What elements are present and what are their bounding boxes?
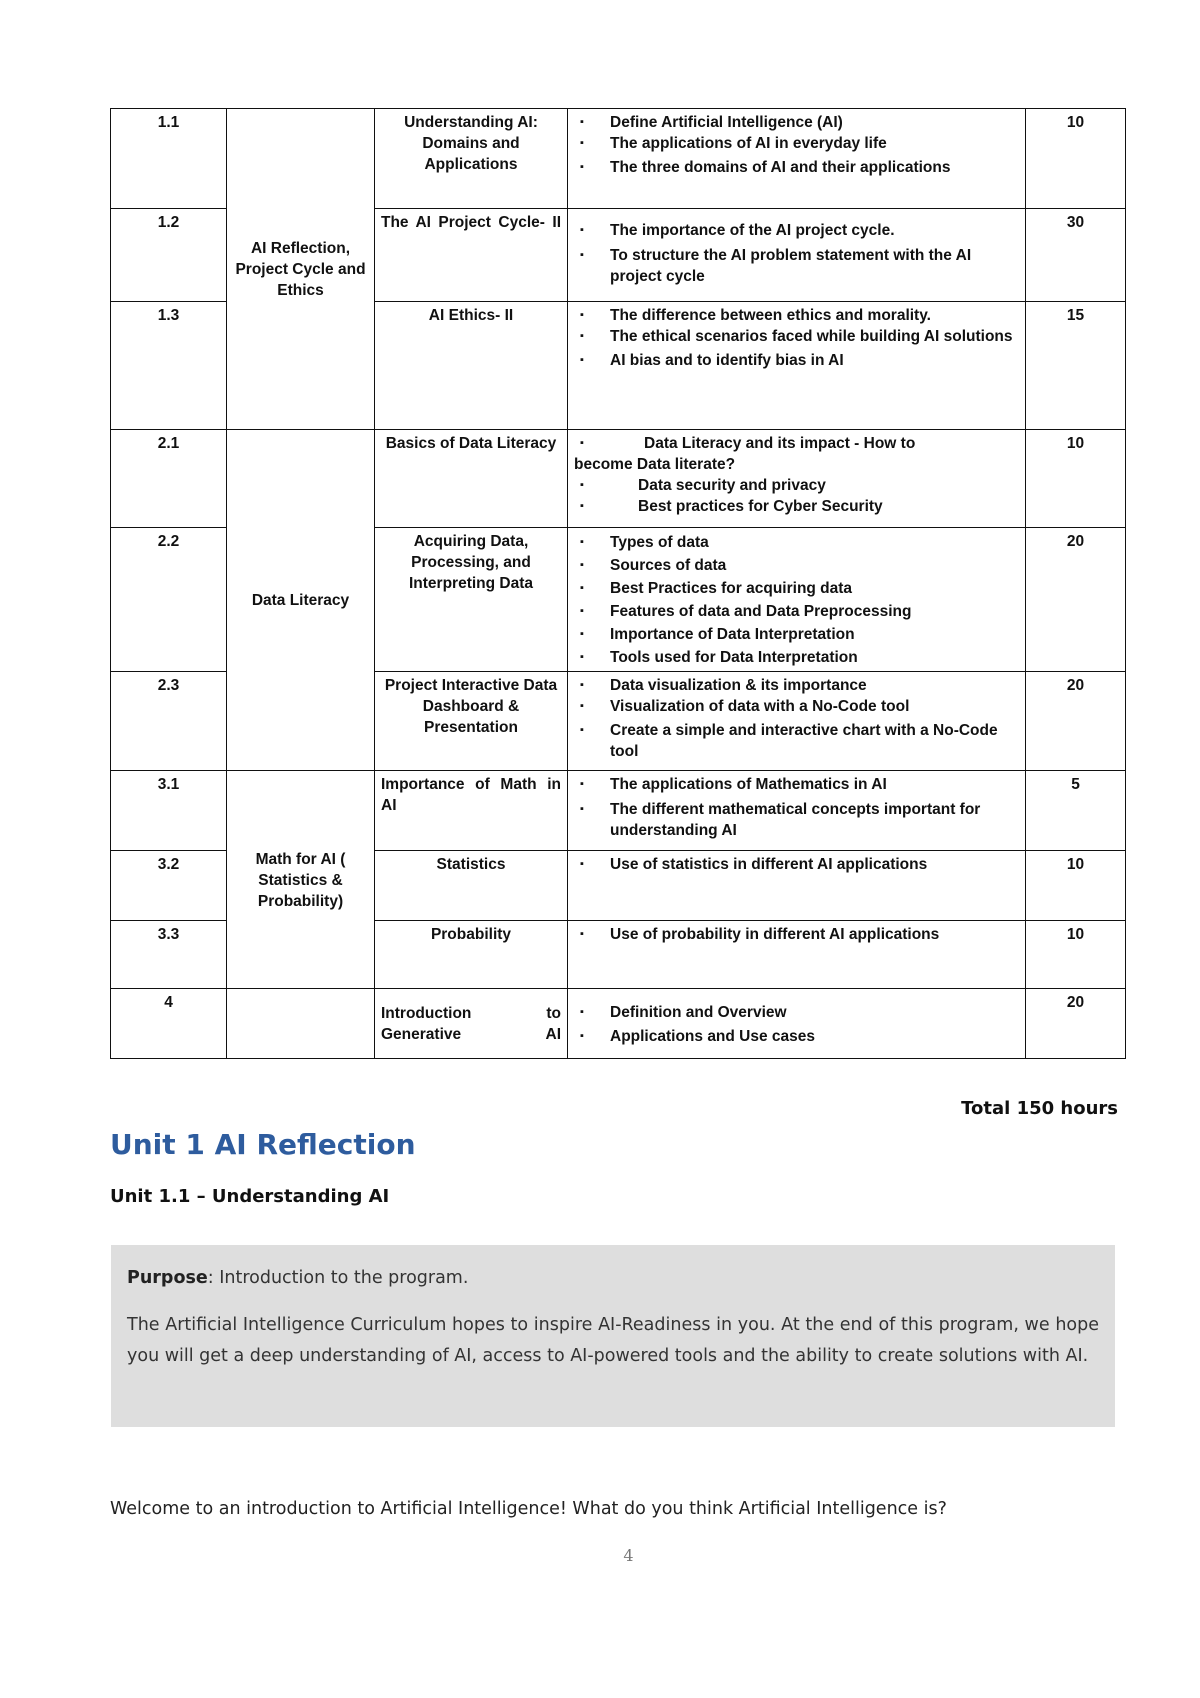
- list-item: ▪ Data visualization & its importance: [574, 675, 1019, 696]
- table-row: [111, 109, 1126, 209]
- outcomes-cell: [568, 989, 1026, 1059]
- outcomes-cell: [568, 209, 1026, 302]
- unit-number: 1.3: [111, 302, 227, 430]
- theme-cell: AI Reflection, Project Cycle and Ethics: [227, 109, 375, 430]
- topic-cell: Project Interactive Data Dashboard & Presentation: [375, 672, 568, 771]
- list-item: ▪ The importance of the AI project cycle.: [574, 220, 1019, 241]
- list-item: ▪ The ethical scenarios faced while building AI solutions: [574, 326, 1019, 347]
- purpose-body: The Artificial Intelligence Curriculum hopes to inspire AI-Readiness in you. At the end of this program, we hope you will get a deep understanding of AI, access to AI-powered tools and the ability to create solutions with AI.: [127, 1315, 1099, 1366]
- total-hours: Total 150 hours: [961, 1098, 1118, 1119]
- list-item: ▪ Use of statistics in different AI applications: [574, 854, 1019, 875]
- outcomes-cell: [568, 672, 1026, 771]
- hours-cell: 20: [1026, 528, 1126, 672]
- unit-subtitle: Unit 1.1 – Understanding AI: [110, 1186, 390, 1207]
- table-row: [111, 430, 1126, 528]
- unit-number: 4: [111, 989, 227, 1059]
- outcomes-cell: [568, 430, 1026, 528]
- hours-cell: 15: [1026, 302, 1126, 430]
- hours-cell: 10: [1026, 430, 1126, 528]
- topic-cell: Introduction to Generative AI: [375, 989, 568, 1059]
- theme-cell-empty: [227, 989, 375, 1059]
- purpose-text: : Introduction to the program.: [207, 1268, 469, 1288]
- topic-cell: The AI Project Cycle- II: [375, 209, 568, 302]
- page-number: 4: [623, 1546, 634, 1565]
- unit-number: 2.2: [111, 528, 227, 672]
- purpose-label: Purpose: [127, 1268, 208, 1288]
- purpose-line: [127, 1263, 1099, 1294]
- hours-cell: 5: [1026, 771, 1126, 851]
- theme-cell: Data Literacy: [227, 430, 375, 771]
- theme-cell: Math for AI ( Statistics & Probability): [227, 771, 375, 989]
- topic-cell: Basics of Data Literacy: [375, 430, 568, 528]
- hours-cell: 30: [1026, 209, 1126, 302]
- list-item: ▪ The different mathematical concepts important for understanding AI: [574, 799, 1019, 841]
- hours-cell: 10: [1026, 921, 1126, 989]
- list-item: ▪ Applications and Use cases: [574, 1026, 1019, 1047]
- outcomes-cell: [568, 109, 1026, 209]
- unit-number: 2.1: [111, 430, 227, 528]
- topic-cell: AI Ethics- II: [375, 302, 568, 430]
- list-item: ▪ Use of probability in different AI applications: [574, 924, 1019, 945]
- topic-cell: Acquiring Data, Processing, and Interpreting Data: [375, 528, 568, 672]
- list-item: ▪ The applications of AI in everyday life: [574, 133, 1019, 154]
- table-row: [111, 771, 1126, 851]
- topic-cell: Importance of Math in AI: [375, 771, 568, 851]
- hours-cell: 20: [1026, 672, 1126, 771]
- unit-number: 2.3: [111, 672, 227, 771]
- outcomes-cell: [568, 851, 1026, 921]
- hours-cell: 10: [1026, 109, 1126, 209]
- list-item: ▪ The applications of Mathematics in AI: [574, 774, 1019, 795]
- list-item: ▪ The difference between ethics and morality.: [574, 305, 1019, 326]
- list-item: ▪ Define Artificial Intelligence (AI): [574, 112, 1019, 133]
- list-item-continuation: become Data literate?: [574, 456, 736, 473]
- hours-cell: 10: [1026, 851, 1126, 921]
- unit-title: Unit 1 AI Reflection: [110, 1128, 416, 1161]
- topic-cell: Probability: [375, 921, 568, 989]
- list-item: ▪ Features of data and Data Preprocessing: [574, 600, 1019, 623]
- topic-cell: Understanding AI: Domains and Applications: [375, 109, 568, 209]
- outcomes-cell: [568, 528, 1026, 672]
- unit-number: 1.1: [111, 109, 227, 209]
- purpose-box: [111, 1245, 1115, 1427]
- list-item: ▪ Importance of Data Interpretation: [574, 623, 1019, 646]
- list-item: ▪ Create a simple and interactive chart with a No-Code tool: [574, 720, 1019, 762]
- unit-number: 3.2: [111, 851, 227, 921]
- list-item: ▪ Data security and privacy: [574, 475, 1019, 496]
- list-item: ▪ AI bias and to identify bias in AI: [574, 350, 1019, 371]
- unit-number: 3.3: [111, 921, 227, 989]
- list-item: ▪ Data Literacy and its impact - How to: [580, 435, 916, 452]
- unit-number: 1.2: [111, 209, 227, 302]
- topic-cell: Statistics: [375, 851, 568, 921]
- outcomes-cell: [568, 921, 1026, 989]
- table-row: [111, 989, 1126, 1059]
- list-item: ▪ To structure the AI problem statement with the AI project cycle: [574, 245, 1019, 287]
- list-item: ▪ Sources of data: [574, 554, 1019, 577]
- list-item: ▪ Tools used for Data Interpretation: [574, 646, 1019, 669]
- hours-cell: 20: [1026, 989, 1126, 1059]
- outcomes-cell: [568, 302, 1026, 430]
- list-item: ▪ Types of data: [574, 531, 1019, 554]
- welcome-paragraph: Welcome to an introduction to Artificial Intelligence! What do you think Artificial Intelligence is?: [110, 1499, 947, 1519]
- list-item: ▪ Definition and Overview: [574, 1002, 1019, 1023]
- outcomes-cell: [568, 771, 1026, 851]
- list-item: ▪ Best Practices for acquiring data: [574, 577, 1019, 600]
- list-item: ▪ Visualization of data with a No-Code tool: [574, 696, 1019, 717]
- syllabus-table: [110, 108, 1126, 1059]
- unit-number: 3.1: [111, 771, 227, 851]
- list-item: ▪ The three domains of AI and their applications: [574, 157, 1019, 178]
- list-item: ▪ Best practices for Cyber Security: [574, 496, 1019, 517]
